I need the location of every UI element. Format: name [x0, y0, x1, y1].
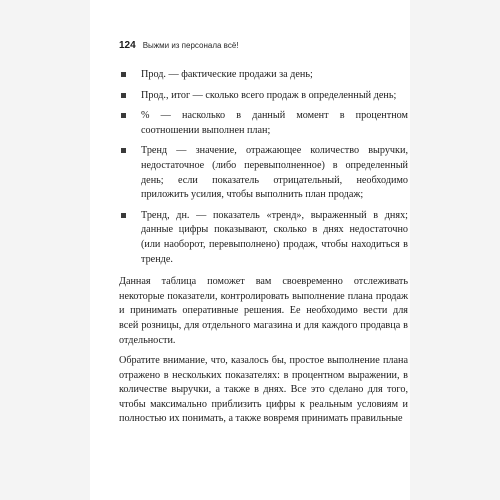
- list-item: [119, 89, 408, 104]
- running-title: Выжми из персонала всё!: [142, 41, 239, 50]
- definition-list: [119, 68, 408, 267]
- list-item-text: % — насколько в данный момент в процентном соотношении выполнен план;: [141, 110, 408, 136]
- list-item: [119, 109, 408, 138]
- square-bullet-icon: [121, 113, 126, 118]
- square-bullet-icon: [121, 72, 126, 77]
- square-bullet-icon: [121, 148, 126, 153]
- body-paragraph: Обратите внимание, что, казалось бы, простое выполнение плана отражено в нескольких показателях: в процентном выражении, в количестве выручки, а также в днях. Все это сделано для того, чтобы максимально приблизить цифры к реальным условиям и полностью их понимать, а также вовремя принимать правильные: [119, 355, 408, 425]
- list-item-text: Прод., итог — сколько всего продаж в определенный день;: [141, 89, 397, 101]
- page-header: [119, 40, 409, 51]
- list-item: [119, 68, 408, 83]
- square-bullet-icon: [121, 93, 126, 98]
- list-item: [119, 209, 408, 267]
- list-item-text: Тренд, дн. — показатель «тренд», выраженный в днях; данные цифры показывают, сколько в днях недостаточно (или наоборот, перевыполнено) продаж, чтобы находиться в тренде.: [141, 209, 408, 265]
- square-bullet-icon: [121, 213, 126, 218]
- list-item: [119, 144, 408, 202]
- list-item-text: Тренд — значение, отражающее количество выручки, недостаточное (либо перевыполненное) в определенный день; если показатель отрицательный, необходимо приложить усилия, чтобы выполнить план продаж;: [141, 145, 408, 201]
- list-item-text: Прод. — фактические продажи за день;: [141, 69, 313, 80]
- page-body: [119, 68, 408, 433]
- page-number: 124: [119, 40, 136, 51]
- body-paragraph: Данная таблица поможет вам своевременно отслеживать некоторые показатели, контролировать выполнение плана продаж и принимать оперативные решения. Ее необходимо вести для всей розницы, для отдельного магазина и для каждого продавца в отдельности.: [119, 276, 408, 346]
